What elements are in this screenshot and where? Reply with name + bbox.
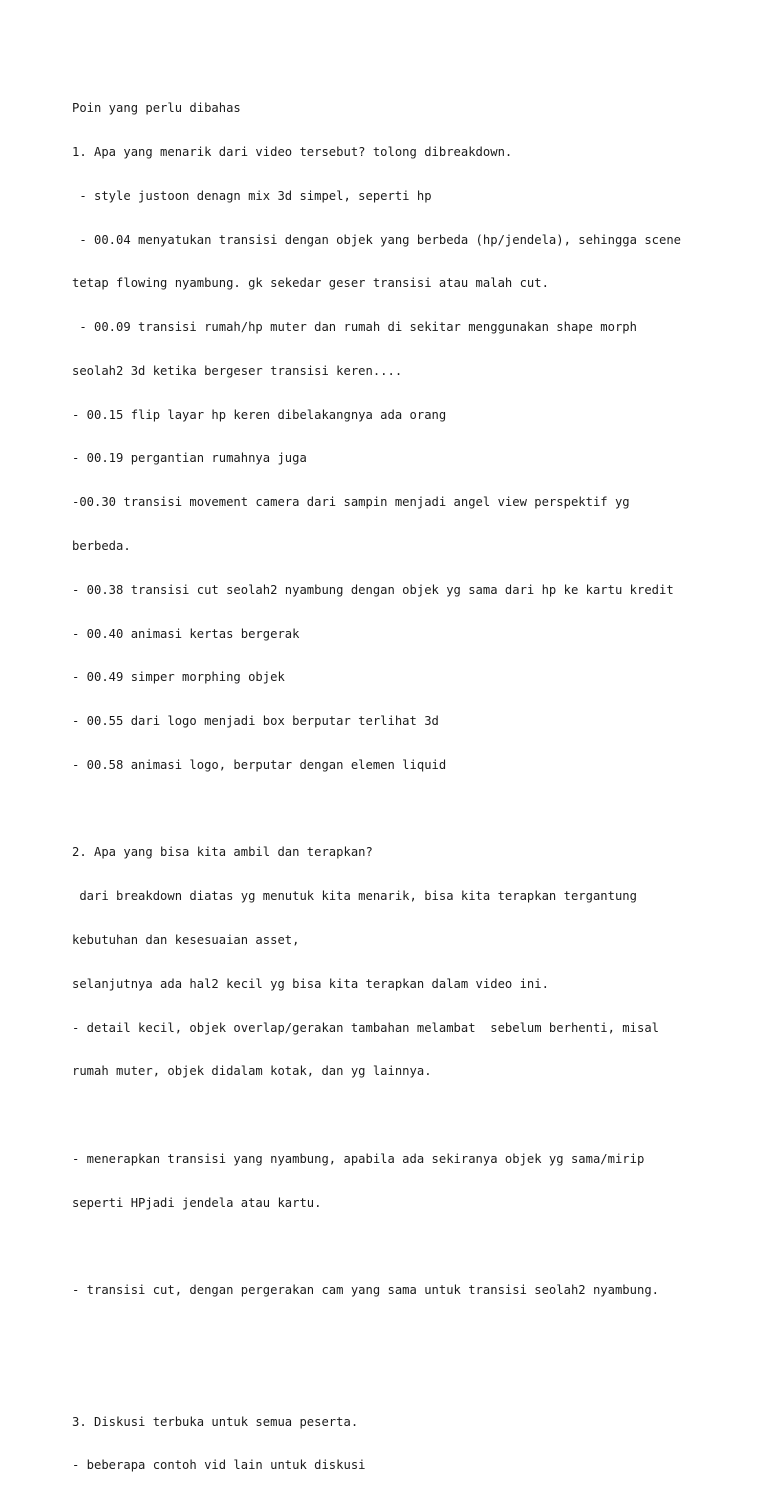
document-line: Poin yang perlu dibahas: [72, 101, 241, 116]
document-line: - style justoon denagn mix 3d simpel, seperti hp: [72, 188, 432, 203]
document-line: 3. Diskusi terbuka untuk semua peserta.: [72, 1414, 359, 1429]
document-line: - 00.15 flip layar hp keren dibelakangnya ada orang: [72, 407, 447, 422]
document-line: - menerapkan transisi yang nyambung, apabila ada sekiranya objek yg sama/mirip: [72, 1151, 645, 1166]
document-line: kebutuhan dan kesesuaian asset,: [72, 933, 300, 948]
document-line: selanjutnya ada hal2 kecil yg bisa kita terapkan dalam video ini.: [72, 976, 549, 991]
blank-line: [72, 1240, 732, 1255]
document-line: - 00.55 dari logo menjadi box berputar terlihat 3d: [72, 714, 439, 729]
document-line: - beberapa contoh vid lain untuk diskusi: [72, 1458, 366, 1473]
document-line: seperti HPjadi jendela atau kartu.: [72, 1195, 322, 1210]
document-line: - 00.38 transisi cut seolah2 nyambung dengan objek yg sama dari hp ke kartu kredit: [72, 582, 674, 597]
document-line: tetap flowing nyambung. gk sekedar geser transisi atau malah cut.: [72, 276, 549, 291]
document-line: berbeda.: [72, 539, 131, 553]
document-text: [72, 72, 732, 1502]
document-line: dari breakdown diatas yg menutuk kita menarik, bisa kita terapkan tergantung: [72, 889, 637, 904]
document-line: - detail kecil, objek overlap/gerakan tambahan melambat sebelum berhenti, misal: [72, 1020, 659, 1035]
document-line: 1. Apa yang menarik dari video tersebut? tolong dibreakdown.: [72, 144, 513, 159]
document-line: - 00.04 menyatukan transisi dengan objek yang berbeda (hp/jendela), sehingga scene: [72, 232, 682, 247]
document-line: - 00.49 simper morphing objek: [72, 670, 285, 685]
document-line: 2. Apa yang bisa kita ambil dan terapkan?: [72, 845, 373, 860]
document-line: - 00.58 animasi logo, berputar dengan elemen liquid: [72, 757, 447, 772]
document-line: - 00.09 transisi rumah/hp muter dan rumah di sekitar menggunakan shape morph: [72, 320, 637, 335]
document-line: - transisi cut, dengan pergerakan cam yang sama untuk transisi seolah2 nyambung.: [72, 1283, 659, 1298]
document-line: seolah2 3d ketika bergeser transisi keren....: [72, 363, 403, 378]
document-line: rumah muter, objek didalam kotak, dan yg lainnya.: [72, 1064, 432, 1079]
blank-line: [72, 1371, 732, 1386]
blank-line: [72, 802, 732, 817]
document-line: - 00.40 animasi kertas bergerak: [72, 626, 300, 641]
blank-line: [72, 1108, 732, 1123]
document-line: -00.30 transisi movement camera dari sampin menjadi angel view perspektif yg: [72, 495, 630, 510]
blank-line: [72, 1327, 732, 1342]
document-line: - 00.19 pergantian rumahnya juga: [72, 451, 307, 466]
